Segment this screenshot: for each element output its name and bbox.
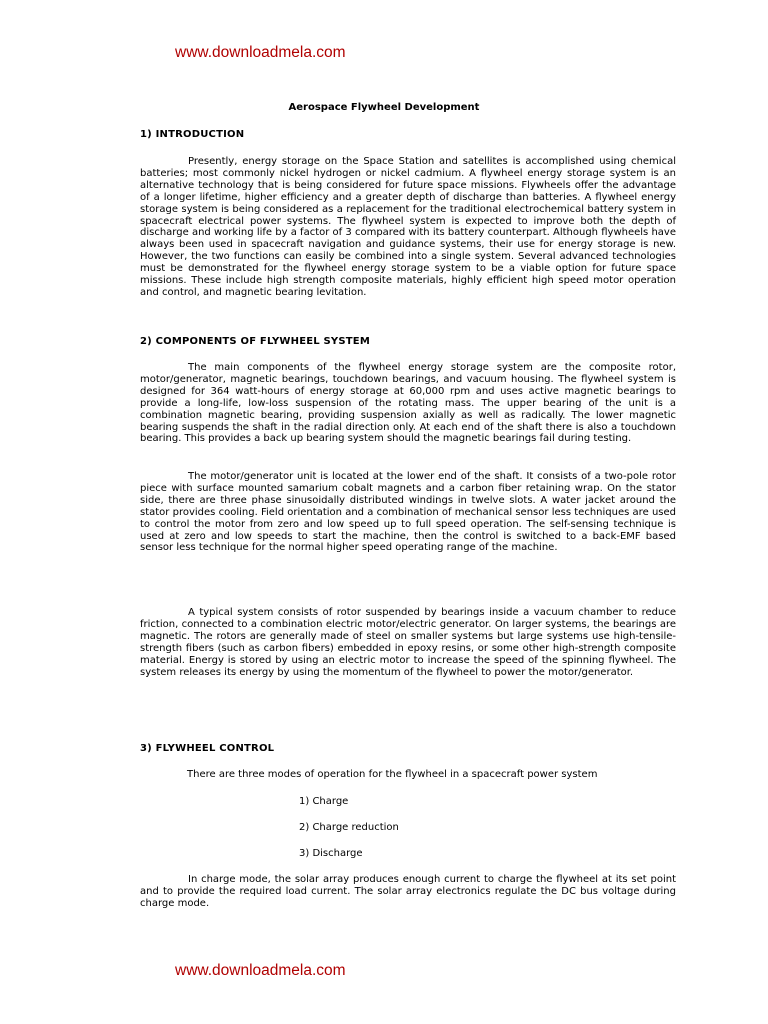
introduction-paragraph: Presently, energy storage on the Space Station and satellites is accomplished using chemical batteries; most commonly nickel hydrogen or nickel cadmium. A flywheel energy storage system is an alternative technology that is being considered for future space missions. Flywheels offer the advantage of a longer lifetime, higher efficiency and a greater depth of discharge than batteries. A flywheel energy storage system is being considered as a replacement for the traditional electrochemical battery system in spacecraft electrical power systems. The flywheel system is expected to improve both the depth of discharge and working life by a factor of 3 compared with its battery counterpart. Although flywheels have always been used in spacecraft navigation and guidance systems, their use for energy storage is new. However, the two functions can easily be combined into a single system. Several advanced technologies must be demonstrated for the flywheel energy storage system to be a viable option for future space missions. These include high strength composite materials, highly efficient high speed motor operation and control, and magnetic bearing levitation. bbox=[140, 156, 676, 298]
section-heading-control: 3) FLYWHEEL CONTROL bbox=[140, 743, 275, 754]
mode-item: 2) Charge reduction bbox=[299, 822, 399, 833]
control-intro: There are three modes of operation for the flywheel in a spacecraft power system bbox=[187, 769, 598, 780]
header-url: www.downloadmela.com bbox=[175, 44, 346, 61]
section-heading-introduction: 1) INTRODUCTION bbox=[140, 129, 245, 140]
footer-url: www.downloadmela.com bbox=[175, 962, 346, 979]
components-paragraph-2: The motor/generator unit is located at the lower end of the shaft. It consists of a two-pole rotor piece with surface mounted samarium cobalt magnets and a carbon fiber retaining wrap. On the stator side, there are three phase sinusoidally distributed windings in twelve slots. A water jacket around the stator provides cooling. Field orientation and a combination of mechanical sensor less techniques are used to control the motor from zero and low speed up to full speed operation. The self-sensing technique is used at zero and low speeds to start the machine, then the control is switched to a back-EMF based sensor less technique for the normal higher speed operating range of the machine. bbox=[140, 471, 676, 554]
mode-item: 3) Discharge bbox=[299, 848, 363, 859]
control-paragraph: In charge mode, the solar array produces enough current to charge the flywheel at its set point and to provide the required load current. The solar array electronics regulate the DC bus voltage during charge mode. bbox=[140, 874, 676, 909]
components-paragraph-3: A typical system consists of rotor suspended by bearings inside a vacuum chamber to reduce friction, connected to a combination electric motor/electric generator. On larger systems, the bearings are magnetic. The rotors are generally made of steel on smaller systems but large systems use high-tensile-strength fibers (such as carbon fibers) embedded in epoxy resins, or some other high-strength composite material. Energy is stored by using an electric motor to increase the speed of the spinning flywheel. The system releases its energy by using the momentum of the flywheel to power the motor/generator. bbox=[140, 607, 676, 678]
document-title: Aerospace Flywheel Development bbox=[288, 102, 480, 113]
mode-item: 1) Charge bbox=[299, 796, 349, 807]
section-heading-components: 2) COMPONENTS OF FLYWHEEL SYSTEM bbox=[140, 336, 370, 347]
components-paragraph-1: The main components of the flywheel energy storage system are the composite rotor, motor/generator, magnetic bearings, touchdown bearings, and vacuum housing. The flywheel system is designed for 364 watt-hours of energy storage at 60,000 rpm and uses active magnetic bearings to provide a long-life, low-loss suspension of the rotating mass. The upper bearing of the unit is a combination magnetic bearing, providing suspension axially as well as radically. The lower magnetic bearing suspends the shaft in the radial direction only. At each end of the shaft there is also a touchdown bearing. This provides a back up bearing system should the magnetic bearings fail during testing. bbox=[140, 362, 676, 445]
